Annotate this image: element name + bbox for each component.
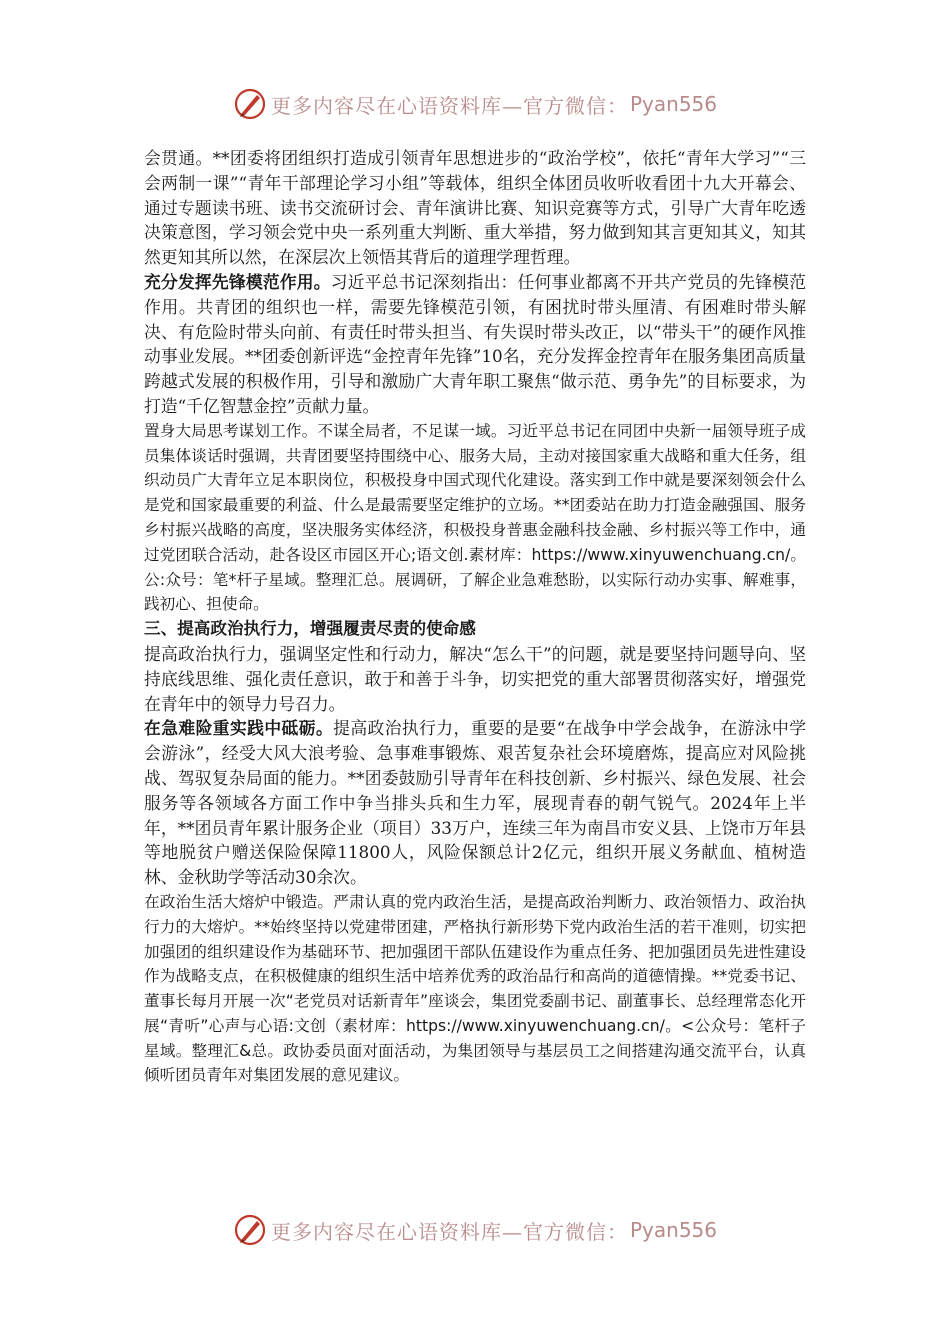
paragraph-6: 在政治生活大熔炉中锻造。严肃认真的党内政治生活，是提高政治判断力、政治领悟力、政治执行力的大熔炉。**始终坚持以党建带团建，严格执行新形势下党内政治生活的若干准则，切实把加强团的组织建设作为基础环节、把加强团干部队伍建设作为重点任务、把加强团员先进性建设作为战略支点，在积极健康的组织生活中培养优秀的政治品行和高尚的道德情操。**党委书记、董事长每月开展一次“老党员对话新青年”座谈会，集团党委副书记、副董事长、总经理常态化开展“青听”心声与心语:文创（素材库：https://www.xinyuwenchuang.cn/。<公众号：笔杆子星域。整理汇&总。政协委员面对面活动，为集团领导与基层员工之间搭建沟通交流平台，认真倾听团员青年对集团发展的意见建议。 [144, 892, 806, 1085]
paragraph-2-lead: 充分发挥先锋模范作用。 [144, 271, 331, 292]
pen-logo-icon [233, 1213, 267, 1247]
paragraph-2 [144, 270, 806, 419]
paragraph-5-text: 提高政治执行力，重要的是要“在战争中学会战争，在游泳中学会游泳”，经受大风大浪考验、急事难事锻炼、艰苦复杂社会环境磨炼，提高应对风险挑战、驾驭复杂局面的能力。**团委鼓励引导青年在科技创新、乡村振兴、绿色发展、社会服务等各领域各方面工作中争当排头兵和生力军，展现青春的朝气锐气。2024年上半年，**团员青年累计服务企业（项目）33万户，连续三年为南昌市安义县、上饶市万年县等地脱贫户赠送保险保障11800人，风险保额总计2亿元，组织开展义务献血、植树造林、金秋助学等活动30余次。 [144, 718, 806, 888]
paragraph-2-text: 习近平总书记深刻指出：任何事业都离不开共产党员的先锋模范作用。共青团的组织也一样，需要先锋模范引领，有困扰时带头厘清、有困难时带头解决、有危险时带头向前、有责任时带头担当、有失误时带头改正，以“带头干”的硬作风推动事业发展。**团委创新评选“金控青年先锋”10名，充分发挥金控青年在服务集团高质量跨越式发展的积极作用，引导和激励广大青年职工聚焦“做示范、勇争先”的目标要求，为打造“千亿智慧金控”贡献力量。 [144, 271, 806, 416]
footer-watermark [0, 1210, 950, 1250]
pen-logo-icon [233, 87, 267, 121]
header-watermark [0, 84, 950, 124]
banner-text: 更多内容尽在心语资料库—官方微信： [270, 1219, 628, 1244]
paragraph-1: 会贯通。**团委将团组织打造成引领青年思想进步的“政治学校”，依托“青年大学习”“三会两制一课”“青年干部理论学习小组”等载体，组织全体团员收听收看团十九大开幕会、通过专题读书班、读书交流研讨会、青年演讲比赛、知识竞赛等方式，引导广大青年吃透决策意图，学习领会党中央一系列重大判断、重大举措，努力做到知其言更知其义，知其然更知其所以然，在深层次上领悟其背后的道理学理哲理。 [144, 148, 806, 268]
banner-handle: Pyan556 [629, 92, 717, 116]
banner-text: 更多内容尽在心语资料库—官方微信： [270, 93, 628, 118]
document-body [144, 146, 806, 1088]
paragraph-4: 提高政治执行力，强调坚定性和行动力，解决“怎么干”的问题，就是要坚持问题导向、坚持底线思维、强化责任意识，敢于和善于斗争，切实把党的重大部署贯彻落实好，增强党在青年中的领导力号召力。 [144, 643, 806, 714]
banner-handle: Pyan556 [629, 1218, 717, 1242]
paragraph-3: 置身大局思考谋划工作。不谋全局者，不足谋一域。习近平总书记在同团中央新一届领导班子成员集体谈话时强调，共青团要坚持围绕中心、服务大局，主动对接国家重大战略和重大任务，组织动员广大青年立足本职岗位，积极投身中国式现代化建设。落实到工作中就是要深刻领会什么是党和国家最重要的利益、什么是最需要坚定维护的立场。**团委站在助力打造金融强国、服务乡村振兴战略的高度，坚决服务实体经济，积极投身普惠金融科技金融、乡村振兴等工作中，通过党团联合活动，赴各设区市园区开心;语文创.素材库：https://www.xinyuwenchuang.cn/。公:众号：笔*杆子星域。整理汇总。展调研，了解企业急难愁盼，以实际行动办实事、解难事，践初心、担使命。 [144, 421, 806, 614]
paragraph-5-lead: 在急难险重实践中砥砺。 [144, 718, 334, 739]
section-heading-3: 三、提高政治执行力，增强履责尽责的使命感 [144, 619, 476, 639]
paragraph-5 [144, 716, 806, 890]
